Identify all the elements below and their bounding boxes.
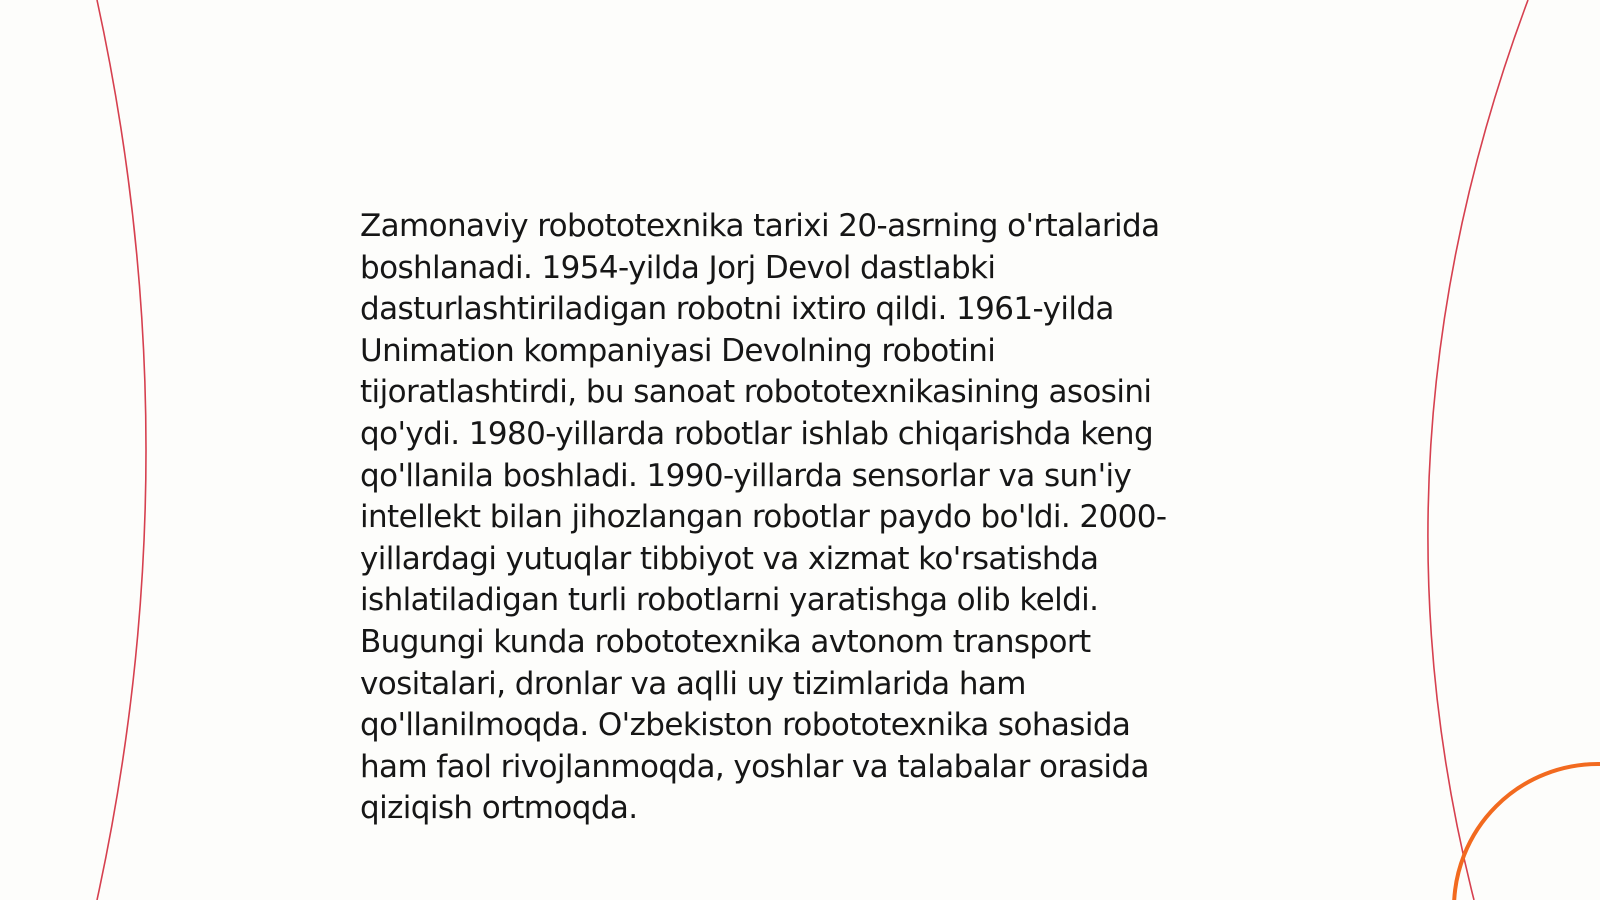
accent-circle (1454, 764, 1600, 900)
left-curve-line (97, 0, 146, 900)
right-curve-line (1428, 0, 1528, 900)
body-paragraph: Zamonaviy robototexnika tarixi 20-asrning o'rtalarida boshlanadi. 1954-yilda Jorj Devol dastlabki dasturlashtiriladigan robotni ixtiro qildi. 1961-yilda Unimation kompaniyasi Devolning robotini tijoratlashtirdi, bu sanoat robototexnikasining asosini qo'ydi. 1980-yillarda robotlar ishlab chiqarishda keng qo'llanila boshladi. 1990-yillarda sensorlar va sun'iy intellekt bilan jihozlangan robotlar paydo bo'ldi. 2000- yillardagi yutuqlar tibbiyot va xizmat ko'rsatishda ishlatiladigan turli robotlarni yaratishga olib keldi. Bugungi kunda robototexnika avtonom transport vositalari, dronlar va aqlli uy tizimlarida ham qo'llanilmoqda. O'zbekiston robototexnika sohasida ham faol rivojlanmoqda, yoshlar va talabalar orasida qiziqish ortmoqda. (360, 208, 1167, 827)
